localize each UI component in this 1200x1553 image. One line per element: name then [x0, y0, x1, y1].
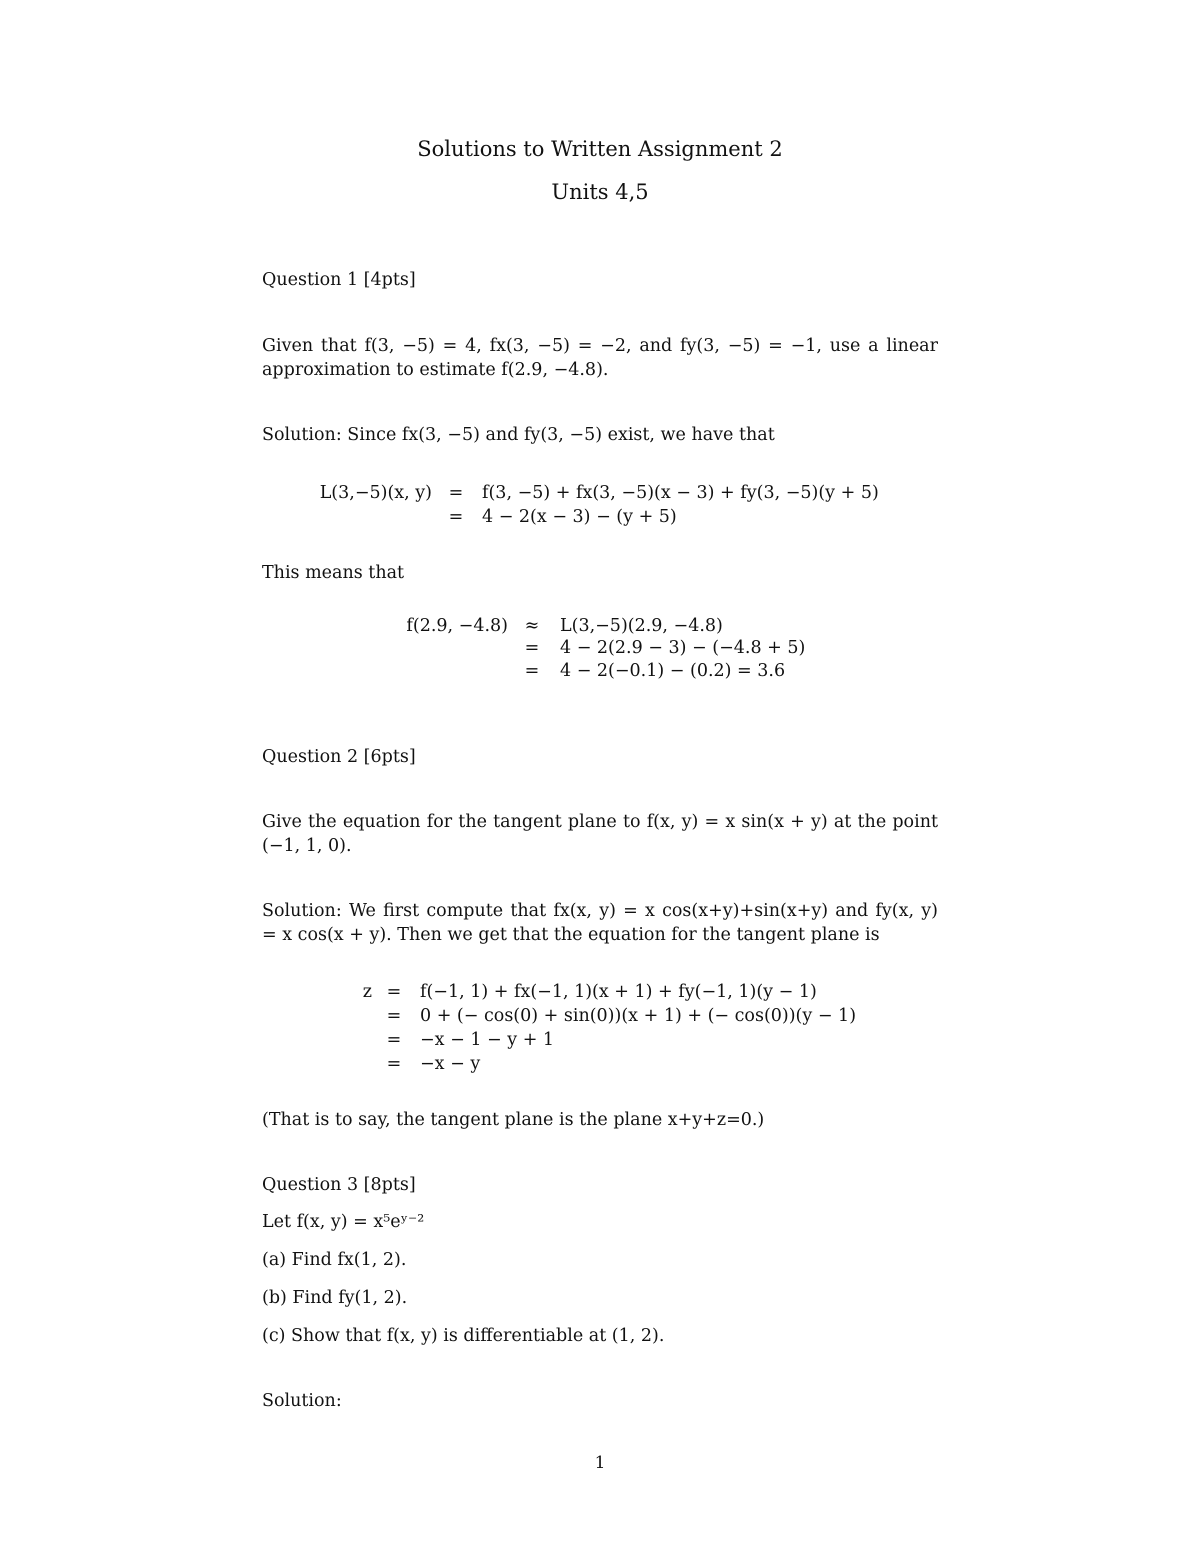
- question-1-solution-intro: Solution: Since fx(3, −5) and fy(3, −5) exist, we have that: [262, 425, 775, 445]
- eq-rhs: −x − y: [420, 1054, 481, 1074]
- eq-rhs: 4 − 2(2.9 − 3) − (−4.8 + 5): [560, 638, 806, 658]
- eq-relation: =: [524, 661, 540, 681]
- question-1-means: This means that: [262, 563, 405, 583]
- eq-rhs: 4 − 2(−0.1) − (0.2) = 3.6: [560, 661, 786, 681]
- eq-relation: =: [386, 982, 402, 1002]
- page-number: 1: [594, 1453, 606, 1473]
- eq-rhs: f(3, −5) + fx(3, −5)(x − 3) + fy(3, −5)(y + 5): [482, 483, 879, 503]
- document-subtitle: Units 4,5: [551, 180, 649, 204]
- eq-relation: =: [386, 1006, 402, 1026]
- eq-rhs: f(−1, 1) + fx(−1, 1)(x + 1) + fy(−1, 1)(y − 1): [420, 982, 817, 1002]
- eq-relation: =: [524, 638, 540, 658]
- question-2-solution-intro: Solution: We first compute that fx(x, y) = x cos(x+y)+sin(x+y) and fy(x, y) = x cos(x + y). Then we get that the equation for the tangent plane is: [262, 901, 938, 945]
- eq-lhs: f(2.9, −4.8): [406, 616, 508, 636]
- document-title: Solutions to Written Assignment 2: [417, 137, 783, 161]
- question-2-prompt: Give the equation for the tangent plane to f(x, y) = x sin(x + y) at the point (−1, 1, 0).: [262, 812, 938, 856]
- eq-rhs: 4 − 2(x − 3) − (y + 5): [482, 507, 677, 527]
- eq-rhs: L(3,−5)(2.9, −4.8): [560, 616, 723, 636]
- eq-lhs: z: [362, 982, 372, 1002]
- question-3-part-a: (a) Find fx(1, 2).: [262, 1250, 407, 1270]
- eq-relation: =: [448, 507, 464, 527]
- question-3-part-c: (c) Show that f(x, y) is differentiable at (1, 2).: [262, 1326, 665, 1346]
- eq-rhs: −x − 1 − y + 1: [420, 1030, 555, 1050]
- question-2-note: (That is to say, the tangent plane is the plane x+y+z=0.): [262, 1110, 765, 1130]
- question-3-part-b: (b) Find fy(1, 2).: [262, 1288, 408, 1308]
- question-3-heading: Question 3 [8pts]: [262, 1175, 416, 1195]
- eq-lhs: L(3,−5)(x, y): [319, 483, 432, 503]
- question-3-let: Let f(x, y) = x⁵eʸ⁻²: [262, 1212, 425, 1232]
- eq-relation: ≈: [524, 616, 540, 636]
- question-1-prompt: Given that f(3, −5) = 4, fx(3, −5) = −2, and fy(3, −5) = −1, use a linear approximation to estimate f(2.9, −4.8).: [262, 336, 938, 380]
- eq-relation: =: [386, 1054, 402, 1074]
- eq-relation: =: [386, 1030, 402, 1050]
- eq-rhs: 0 + (− cos(0) + sin(0))(x + 1) + (− cos(0))(y − 1): [420, 1006, 857, 1026]
- question-3-solution-label: Solution:: [262, 1391, 342, 1411]
- eq-relation: =: [448, 483, 464, 503]
- question-1-heading: Question 1 [4pts]: [262, 270, 416, 290]
- question-2-heading: Question 2 [6pts]: [262, 747, 416, 767]
